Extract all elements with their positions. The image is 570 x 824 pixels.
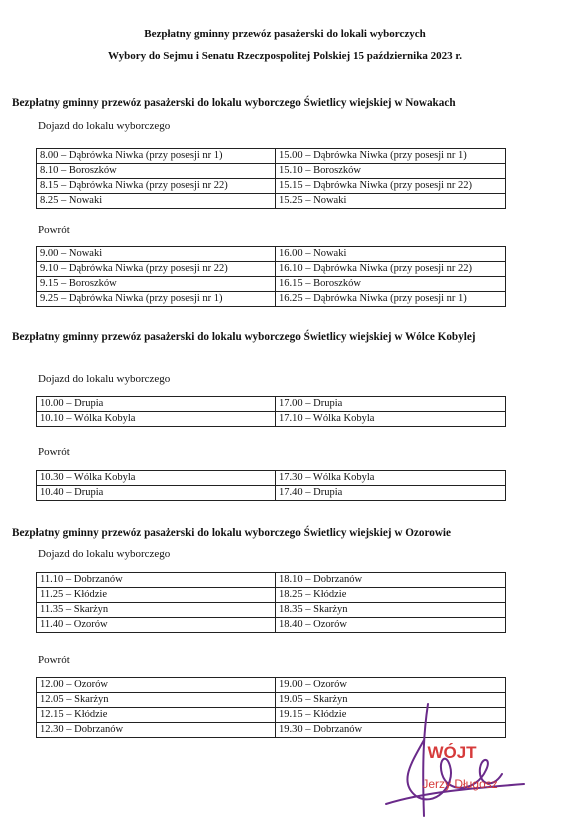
table-cell: 17.30 – Wólka Kobyla xyxy=(276,471,506,486)
table-cell: 17.00 – Drupia xyxy=(276,397,506,412)
document-title-2: Wybory do Sejmu i Senatu Rzeczpospolitej Polskiej 15 października 2023 r. xyxy=(108,50,462,62)
table-row xyxy=(37,618,506,633)
table-row xyxy=(37,149,506,164)
section-heading-nowaki: Bezpłatny gminny przewóz pasażerski do lokalu wyborczego Świetlicy wiejskiej w Nowakach xyxy=(12,97,456,109)
dojazd-label-wolka-kobyla: Dojazd do lokalu wyborczego xyxy=(38,373,171,385)
table-cell: 8.00 – Dąbrówka Niwka (przy posesji nr 1) xyxy=(37,149,276,164)
table-cell: 10.10 – Wólka Kobyla xyxy=(37,412,276,427)
table-cell: 12.00 – Ozorów xyxy=(37,678,276,693)
table-row xyxy=(37,603,506,618)
table-row xyxy=(37,486,506,501)
table-cell: 19.30 – Dobrzanów xyxy=(276,723,506,738)
table-cell: 16.25 – Dąbrówka Niwka (przy posesji nr 1) xyxy=(276,292,506,307)
table-row xyxy=(37,292,506,307)
document-title-1: Bezpłatny gminny przewóz pasażerski do lokali wyborczych xyxy=(144,28,426,40)
table-cell: 16.10 – Dąbrówka Niwka (przy posesji nr 22) xyxy=(276,262,506,277)
table-row xyxy=(37,412,506,427)
table-cell: 18.10 – Dobrzanów xyxy=(276,573,506,588)
section-heading-wolka-kobyla: Bezpłatny gminny przewóz pasażerski do lokalu wyborczego Świetlicy wiejskiej w Wólce Kobylej xyxy=(12,331,476,343)
stamp-name: Jerzy Długosz xyxy=(422,777,498,791)
table-cell: 12.15 – Kłódzie xyxy=(37,708,276,723)
table-cell: 18.40 – Ozorów xyxy=(276,618,506,633)
table-row xyxy=(37,262,506,277)
table-cell: 9.00 – Nowaki xyxy=(37,247,276,262)
table-cell: 12.30 – Dobrzanów xyxy=(37,723,276,738)
dojazd-table-nowaki xyxy=(36,148,506,209)
table-cell: 18.35 – Skarżyn xyxy=(276,603,506,618)
table-cell: 18.25 – Kłódzie xyxy=(276,588,506,603)
stamp-title: WÓJT xyxy=(427,743,477,762)
table-row xyxy=(37,179,506,194)
table-cell: 15.25 – Nowaki xyxy=(276,194,506,209)
table-row xyxy=(37,247,506,262)
table-cell: 9.10 – Dąbrówka Niwka (przy posesji nr 22) xyxy=(37,262,276,277)
table-row xyxy=(37,277,506,292)
powrot-label-nowaki: Powrót xyxy=(38,224,70,236)
dojazd-label-ozorow: Dojazd do lokalu wyborczego xyxy=(38,548,171,560)
table-row xyxy=(37,164,506,179)
table-cell: 10.40 – Drupia xyxy=(37,486,276,501)
table-cell: 15.10 – Boroszków xyxy=(276,164,506,179)
table-cell: 19.05 – Skarżyn xyxy=(276,693,506,708)
table-cell: 19.00 – Ozorów xyxy=(276,678,506,693)
table-row xyxy=(37,471,506,486)
table-cell: 8.10 – Boroszków xyxy=(37,164,276,179)
table-cell: 15.15 – Dąbrówka Niwka (przy posesji nr 22) xyxy=(276,179,506,194)
powrot-table-nowaki xyxy=(36,246,506,307)
powrot-table-wolka-kobyla xyxy=(36,470,506,501)
table-cell: 15.00 – Dąbrówka Niwka (przy posesji nr 1) xyxy=(276,149,506,164)
table-cell: 11.40 – Ozorów xyxy=(37,618,276,633)
table-cell: 9.25 – Dąbrówka Niwka (przy posesji nr 1) xyxy=(37,292,276,307)
powrot-label-wolka-kobyla: Powrót xyxy=(38,446,70,458)
table-cell: 11.35 – Skarżyn xyxy=(37,603,276,618)
table-cell: 8.15 – Dąbrówka Niwka (przy posesji nr 22) xyxy=(37,179,276,194)
table-row xyxy=(37,573,506,588)
dojazd-table-ozorow xyxy=(36,572,506,633)
table-row xyxy=(37,194,506,209)
table-cell: 9.15 – Boroszków xyxy=(37,277,276,292)
table-cell: 19.15 – Kłódzie xyxy=(276,708,506,723)
table-row xyxy=(37,678,506,693)
section-heading-ozorow: Bezpłatny gminny przewóz pasażerski do lokalu wyborczego Świetlicy wiejskiej w Ozorowie xyxy=(12,527,451,539)
table-cell: 16.15 – Boroszków xyxy=(276,277,506,292)
table-cell: 10.00 – Drupia xyxy=(37,397,276,412)
table-cell: 11.10 – Dobrzanów xyxy=(37,573,276,588)
dojazd-table-wolka-kobyla xyxy=(36,396,506,427)
table-cell: 17.10 – Wólka Kobyla xyxy=(276,412,506,427)
table-cell: 10.30 – Wólka Kobyla xyxy=(37,471,276,486)
table-cell: 8.25 – Nowaki xyxy=(37,194,276,209)
table-cell: 16.00 – Nowaki xyxy=(276,247,506,262)
table-cell: 12.05 – Skarżyn xyxy=(37,693,276,708)
powrot-label-ozorow: Powrót xyxy=(38,654,70,666)
table-cell: 11.25 – Kłódzie xyxy=(37,588,276,603)
wojt-signature-stamp xyxy=(364,700,534,820)
table-row xyxy=(37,588,506,603)
table-row xyxy=(37,397,506,412)
table-cell: 17.40 – Drupia xyxy=(276,486,506,501)
dojazd-label-nowaki: Dojazd do lokalu wyborczego xyxy=(38,120,171,132)
